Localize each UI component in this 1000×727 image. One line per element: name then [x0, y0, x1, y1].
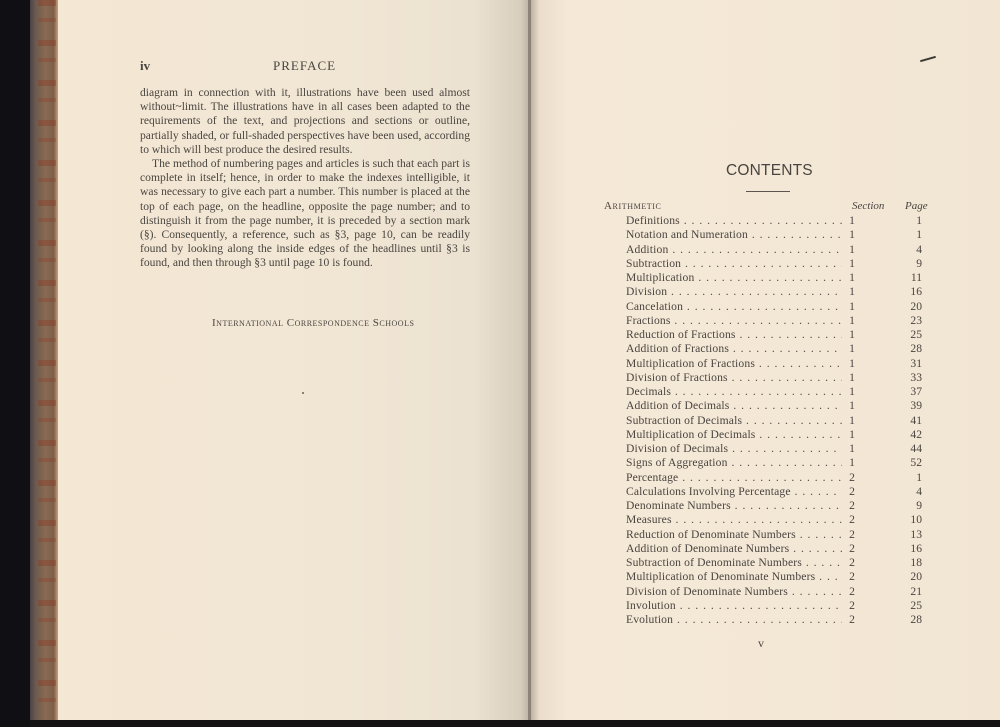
bottom-shadow [30, 720, 1000, 727]
toc-entry [626, 371, 926, 385]
toc-entry-title: Definitions . . [626, 214, 842, 228]
toc-entry-page: 25 [910, 328, 922, 341]
toc-entry-title: Reduction of Fractions . . [626, 328, 842, 342]
toc-entry-page: 9 [916, 256, 922, 270]
toc-entry-section: 1 [849, 385, 855, 398]
toc-entry-section: 2 [849, 527, 855, 541]
toc-entry-section: 1 [849, 299, 855, 313]
toc-entry-page: 1 [916, 228, 922, 242]
toc-section-header: Section [852, 200, 885, 212]
preface-body [140, 86, 470, 271]
toc-entry-page: 28 [910, 613, 922, 626]
title-rule [746, 191, 790, 192]
toc-entry [626, 228, 926, 242]
toc-entry [626, 428, 926, 442]
toc-entry-page: 20 [910, 299, 922, 313]
book-cover-edge [30, 0, 58, 722]
toc-entry-title: Decimals . . [626, 385, 842, 399]
toc-entry-page: 16 [910, 541, 922, 555]
contents-title: CONTENTS [726, 162, 813, 179]
toc-entry-section: 1 [849, 342, 855, 356]
toc-entry-page: 16 [910, 285, 922, 299]
toc-entry-section: 1 [849, 356, 855, 370]
toc-entry-section: 1 [849, 370, 855, 384]
toc-entry [626, 570, 926, 584]
toc-entry-title: Subtraction . . [626, 257, 842, 271]
toc-entry [626, 314, 926, 328]
toc-entry-section: 2 [849, 570, 855, 584]
toc-entry [626, 414, 926, 428]
toc-entry-page: 21 [910, 584, 922, 598]
toc-entry-section: 2 [849, 484, 855, 498]
toc-entry [626, 613, 926, 627]
toc-entry-page: 25 [910, 598, 922, 612]
toc-entry-page: 4 [916, 242, 922, 256]
toc-entry-page: 52 [910, 456, 922, 470]
toc-entry-section: 2 [849, 513, 855, 527]
toc-entry-section: 2 [849, 470, 855, 484]
toc-entry [626, 471, 926, 485]
toc-entry [626, 385, 926, 399]
toc-page-header: Page [905, 200, 928, 212]
toc-entry-section: 1 [849, 427, 855, 441]
toc-entry-title: Division of Denominate Numbers . . [626, 585, 842, 599]
toc-entry-title: Division of Fractions . . [626, 371, 842, 385]
toc-entry-page: 39 [910, 399, 922, 413]
toc-entry-title: Fractions . . [626, 314, 842, 328]
toc-entry-title: Reduction of Denominate Numbers . . [626, 528, 842, 542]
toc-entry-section: 1 [849, 313, 855, 327]
toc-entry-title: Calculations Involving Percentage . . [626, 485, 842, 499]
toc-entry-title: Subtraction of Decimals . . [626, 414, 842, 428]
toc-entry [626, 243, 926, 257]
toc-entry-title: Subtraction of Denominate Numbers . . [626, 556, 842, 570]
toc-entry-page: 10 [910, 513, 922, 527]
toc-entry [626, 357, 926, 371]
toc-entry-title: Evolution . . [626, 613, 842, 627]
toc-entry [626, 342, 926, 356]
toc-entry-section: 2 [849, 598, 855, 612]
toc-entry [626, 513, 926, 527]
toc-entry-section: 1 [849, 399, 855, 413]
toc-entry-section: 2 [849, 541, 855, 555]
toc-entry-page: 20 [910, 570, 922, 584]
toc-entry-section: 1 [849, 256, 855, 270]
toc-entry-section: 1 [849, 456, 855, 470]
toc-entry-title: Signs of Aggregation . . [626, 456, 842, 470]
toc-entry-title: Division . . [626, 285, 842, 299]
toc-entry-title: Cancelation . . [626, 300, 842, 314]
toc-entry-page: 1 [916, 470, 922, 484]
toc-entry-title: Measures . . [626, 513, 842, 527]
toc-entry-section: 2 [849, 584, 855, 598]
toc-entry-page: 9 [916, 499, 922, 512]
toc-entry-title: Addition of Decimals . . [626, 399, 842, 413]
toc-entry-title: Notation and Numeration . . [626, 228, 842, 242]
toc-entry-page: 11 [910, 271, 922, 284]
toc-entry-section: 1 [849, 285, 855, 299]
toc-entry-title: Addition . . [626, 243, 842, 257]
toc-entry-page: 42 [910, 427, 922, 441]
toc-entry [626, 399, 926, 413]
toc-entry-title: Denominate Numbers . . [626, 499, 842, 513]
toc-entry-page: 41 [910, 413, 922, 427]
toc-entry [626, 585, 926, 599]
toc-entry-page: 4 [916, 484, 922, 498]
toc-entry-page: 33 [910, 370, 922, 384]
toc-entry-section: 2 [849, 556, 855, 569]
toc-entry-section: 1 [849, 328, 855, 341]
toc-entry-section: 1 [849, 413, 855, 427]
running-head-preface: PREFACE [273, 58, 337, 73]
toc-entry-title: Percentage . . [626, 471, 842, 485]
toc-entry-title: Addition of Fractions . . [626, 342, 842, 356]
toc-entry-title: Multiplication of Fractions . . [626, 357, 842, 371]
table-of-contents [626, 214, 926, 627]
toc-entry-title: Addition of Denominate Numbers . . [626, 542, 842, 556]
book-gutter [528, 0, 531, 722]
toc-entry-page: 44 [910, 442, 922, 455]
toc-entry [626, 257, 926, 271]
toc-entry-title: Multiplication . . [626, 271, 842, 285]
toc-entry-section: 2 [849, 613, 855, 626]
toc-entry-title: Multiplication of Decimals . . [626, 428, 842, 442]
toc-entry-page: 37 [910, 385, 922, 398]
toc-entry-page: 23 [910, 313, 922, 327]
toc-entry [626, 328, 926, 342]
toc-entry [626, 214, 926, 228]
toc-entry-section: 1 [849, 271, 855, 284]
book-spine [0, 0, 30, 727]
toc-entry-page: 31 [910, 356, 922, 370]
toc-entry [626, 499, 926, 513]
toc-entry-section: 2 [849, 499, 855, 512]
right-page-folio: v [758, 636, 764, 650]
toc-entry-page: 28 [910, 342, 922, 356]
preface-paragraph: diagram in connection with it, illustrations have been used almost without~limit. The illustrations have in all cases been adapted to the requirements of the text, and projections and sections or outline, partially shaded, or full-shaded perspectives have been used, according to which will best produce the desired results. [140, 86, 470, 156]
toc-entry-page: 1 [916, 214, 922, 227]
toc-entry-section: 1 [849, 442, 855, 455]
toc-entry-page: 18 [910, 556, 922, 569]
toc-entry [626, 271, 926, 285]
toc-entry-title: Division of Decimals . . [626, 442, 842, 456]
paper-speck [302, 392, 304, 394]
toc-entry [626, 485, 926, 499]
toc-entry [626, 528, 926, 542]
toc-entry-page: 13 [910, 527, 922, 541]
toc-subject-heading: Arithmetic [604, 200, 662, 212]
toc-entry [626, 599, 926, 613]
left-page-folio: iv [140, 58, 151, 73]
toc-entry [626, 300, 926, 314]
preface-paragraph: The method of numbering pages and articles is such that each part is complete in itself; hence, in order to make the indexes intelligible, it was necessary to give each part a number. This number is placed at the top of each page, on the headline, opposite the page number; and to distinguish it from the page number, it is preceded by a section mark (§). Consequently, a reference, such as §3, page 10, can be readily found by looking along the inside edges of the headlines until §3 is found, and then through §3 until page 10 is found. [140, 157, 470, 270]
toc-entry [626, 456, 926, 470]
toc-entry-title: Involution . . [626, 599, 842, 613]
toc-entry-section: 1 [849, 242, 855, 256]
toc-entry-section: 1 [849, 228, 855, 242]
toc-entry [626, 542, 926, 556]
toc-entry-title: Multiplication of Denominate Numbers . . [626, 570, 842, 584]
toc-entry [626, 442, 926, 456]
toc-entry [626, 556, 926, 570]
toc-entry-section: 1 [849, 214, 855, 227]
toc-entry [626, 285, 926, 299]
preface-signature: International Correspondence Schools [212, 317, 415, 329]
